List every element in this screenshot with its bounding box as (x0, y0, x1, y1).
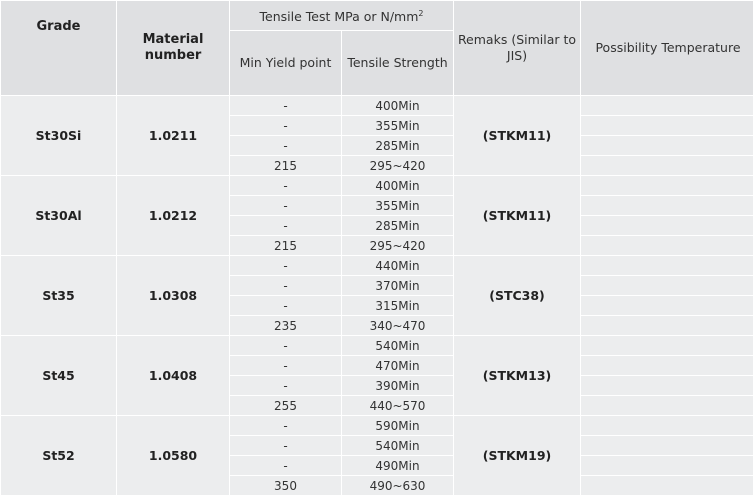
header-tensile-test-sup: 2 (418, 8, 424, 18)
min-yield-cell: - (230, 256, 342, 276)
min-yield-cell: - (230, 436, 342, 456)
table-header (1, 1, 753, 96)
header-material-number (117, 1, 230, 96)
remark-cell: (STC38) (454, 256, 581, 336)
possibility-temperature-cell (581, 456, 753, 476)
remark-cell: (STKM11) (454, 176, 581, 256)
possibility-temperature-cell (581, 196, 753, 216)
material-number-cell: 1.0408 (117, 336, 230, 416)
possibility-temperature-cell (581, 216, 753, 236)
grade-cell: St52 (1, 416, 117, 496)
min-yield-cell: 215 (230, 236, 342, 256)
tensile-strength-cell: 590Min (342, 416, 454, 436)
min-yield-cell: 215 (230, 156, 342, 176)
min-yield-cell: - (230, 216, 342, 236)
table-row (1, 416, 753, 436)
header-tensile-test-label: Tensile Test MPa or N/mm (259, 9, 419, 25)
table-body (1, 96, 753, 496)
possibility-temperature-cell (581, 336, 753, 356)
tensile-strength-cell: 490~630 (342, 476, 454, 496)
possibility-temperature-cell (581, 416, 753, 436)
tensile-strength-cell: 285Min (342, 216, 454, 236)
header-min-yield-point: Min Yield point (230, 31, 342, 96)
possibility-temperature-cell (581, 276, 753, 296)
header-grade: Grade (1, 1, 117, 96)
min-yield-cell: - (230, 376, 342, 396)
remark-cell: (STKM19) (454, 416, 581, 496)
table-row (1, 96, 753, 116)
header-remarks-line1: Remaks (Similar to (457, 32, 577, 47)
possibility-temperature-cell (581, 396, 753, 416)
min-yield-cell: - (230, 356, 342, 376)
possibility-temperature-cell (581, 376, 753, 396)
possibility-temperature-cell (581, 436, 753, 456)
material-number-cell: 1.0308 (117, 256, 230, 336)
tensile-strength-cell: 540Min (342, 436, 454, 456)
header-remarks-line2: JIS) (506, 48, 528, 63)
tensile-strength-cell: 340~470 (342, 316, 454, 336)
min-yield-cell: - (230, 416, 342, 436)
table-row (1, 176, 753, 196)
table-row (1, 256, 753, 276)
possibility-temperature-cell (581, 136, 753, 156)
possibility-temperature-cell (581, 96, 753, 116)
header-tensile-strength: Tensile Strength (342, 31, 454, 96)
material-number-cell: 1.0212 (117, 176, 230, 256)
possibility-temperature-cell (581, 316, 753, 336)
header-remarks (454, 1, 581, 96)
min-yield-cell: 350 (230, 476, 342, 496)
possibility-temperature-cell (581, 296, 753, 316)
possibility-temperature-cell (581, 356, 753, 376)
header-material-number-line2: number (144, 48, 202, 63)
grade-cell: St30Al (1, 176, 117, 256)
min-yield-cell: - (230, 96, 342, 116)
min-yield-cell: 255 (230, 396, 342, 416)
tensile-strength-cell: 355Min (342, 116, 454, 136)
min-yield-cell: - (230, 296, 342, 316)
possibility-temperature-cell (581, 156, 753, 176)
min-yield-cell: - (230, 336, 342, 356)
min-yield-cell: - (230, 136, 342, 156)
min-yield-cell: - (230, 116, 342, 136)
tensile-strength-cell: 540Min (342, 336, 454, 356)
tensile-strength-cell: 490Min (342, 456, 454, 476)
min-yield-cell: - (230, 196, 342, 216)
possibility-temperature-cell (581, 256, 753, 276)
tensile-strength-cell: 440Min (342, 256, 454, 276)
grade-cell: St45 (1, 336, 117, 416)
header-material-number-line1: Material (142, 32, 204, 47)
grade-cell: St35 (1, 256, 117, 336)
remark-cell: (STKM13) (454, 336, 581, 416)
tensile-strength-cell: 400Min (342, 96, 454, 116)
min-yield-cell: - (230, 176, 342, 196)
tensile-strength-cell: 285Min (342, 136, 454, 156)
tensile-strength-cell: 370Min (342, 276, 454, 296)
tensile-strength-cell: 295~420 (342, 236, 454, 256)
possibility-temperature-cell (581, 116, 753, 136)
tensile-strength-cell: 315Min (342, 296, 454, 316)
min-yield-cell: - (230, 456, 342, 476)
tensile-strength-cell: 295~420 (342, 156, 454, 176)
table-row (1, 336, 753, 356)
possibility-temperature-cell (581, 176, 753, 196)
material-number-cell: 1.0580 (117, 416, 230, 496)
material-number-cell: 1.0211 (117, 96, 230, 176)
remark-cell: (STKM11) (454, 96, 581, 176)
tensile-strength-cell: 440~570 (342, 396, 454, 416)
min-yield-cell: 235 (230, 316, 342, 336)
tensile-strength-cell: 470Min (342, 356, 454, 376)
tensile-strength-cell: 390Min (342, 376, 454, 396)
min-yield-cell: - (230, 276, 342, 296)
grade-cell: St30Si (1, 96, 117, 176)
possibility-temperature-cell (581, 476, 753, 496)
tensile-strength-cell: 400Min (342, 176, 454, 196)
header-tensile-test (230, 1, 454, 31)
possibility-temperature-cell (581, 236, 753, 256)
tensile-strength-cell: 355Min (342, 196, 454, 216)
header-possibility-temperature: Possibility Temperature (581, 1, 753, 96)
